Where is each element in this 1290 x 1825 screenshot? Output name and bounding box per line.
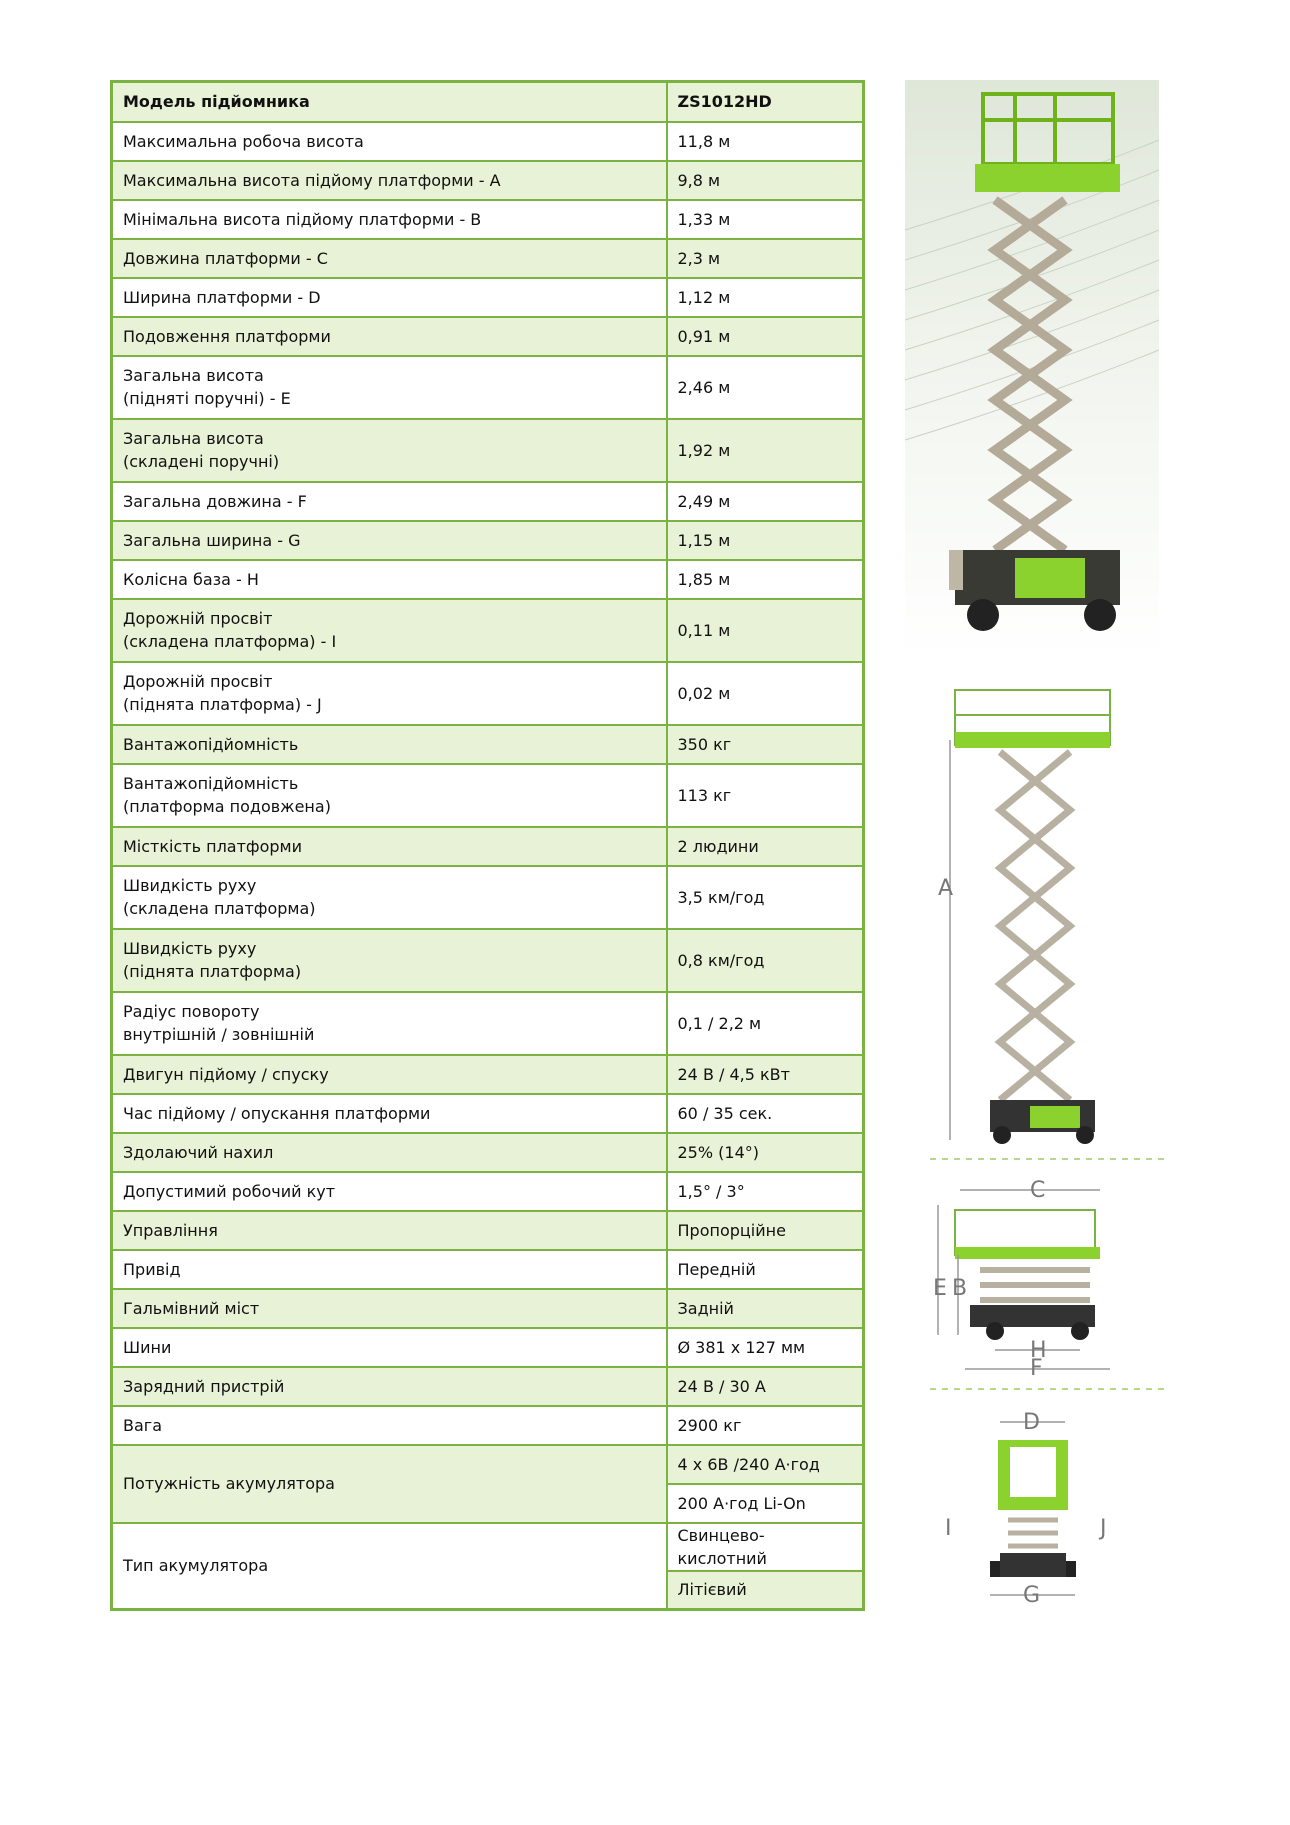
spec-label (112, 1250, 667, 1289)
spec-label (112, 1055, 667, 1094)
spec-label (112, 482, 667, 521)
spec-label-line: Здолаючий нахил (123, 1142, 274, 1162)
spec-value: Літієвий (667, 1571, 864, 1610)
spec-label-line2: (складена платформа) (123, 899, 316, 918)
label-e: E (933, 1276, 947, 1301)
spec-label-line: Управління (123, 1220, 218, 1240)
spec-value: 1,33 м (667, 200, 864, 239)
spec-row (112, 1406, 864, 1445)
spec-value: 1,85 м (667, 560, 864, 599)
spec-row (112, 1172, 864, 1211)
spec-value: Ø 381 x 127 мм (667, 1328, 864, 1367)
spec-label-line: Вантажопідйомність (123, 734, 299, 754)
spec-label-line: Подовження платформи (123, 326, 331, 346)
spec-row (112, 122, 864, 161)
spec-label (112, 356, 667, 419)
spec-label-line: Загальна висота (123, 366, 264, 385)
spec-row (112, 317, 864, 356)
spec-label (112, 521, 667, 560)
spec-row (112, 482, 864, 521)
spec-value: 350 кг (667, 725, 864, 764)
spec-row (112, 929, 864, 992)
spec-value: 25% (14°) (667, 1133, 864, 1172)
spec-row (112, 764, 864, 827)
spec-row (112, 827, 864, 866)
spec-row (112, 1445, 864, 1484)
spec-value: 1,5° / 3° (667, 1172, 864, 1211)
spec-label (112, 866, 667, 929)
spec-row (112, 866, 864, 929)
spec-label-line: Довжина платформи - C (123, 248, 328, 268)
spec-label-line: Шини (123, 1337, 172, 1357)
spec-row (112, 521, 864, 560)
spec-row (112, 1289, 864, 1328)
spec-row (112, 1211, 864, 1250)
spec-label-line2: (складена платформа) - I (123, 632, 337, 651)
spec-value: 9,8 м (667, 161, 864, 200)
spec-value: 1,12 м (667, 278, 864, 317)
spec-row (112, 1094, 864, 1133)
spec-label-line: Дорожній просвіт (123, 672, 273, 691)
label-d: D (1023, 1410, 1040, 1435)
spec-label-line: Ширина платформи - D (123, 287, 321, 307)
spec-value: 0,02 м (667, 662, 864, 725)
spec-label (112, 161, 667, 200)
spec-label-line: Максимальна висота підйому платформи - A (123, 170, 501, 190)
spec-label-line2: (складені поручні) (123, 452, 280, 471)
spec-value: Пропорційне (667, 1211, 864, 1250)
spec-row (112, 725, 864, 764)
spec-label (112, 662, 667, 725)
front-diagram (930, 1385, 1170, 1608)
spec-value: 0,1 / 2,2 м (667, 992, 864, 1055)
spec-label-line: Час підйому / опускання платформи (123, 1103, 431, 1123)
spec-value: 11,8 м (667, 122, 864, 161)
spec-label-line: Допустимий робочий кут (123, 1181, 336, 1201)
spec-label-line: Загальна висота (123, 429, 264, 448)
spec-row (112, 419, 864, 482)
label-f: F (1030, 1356, 1043, 1381)
spec-label: Тип акумулятора (112, 1523, 667, 1610)
spec-label (112, 1367, 667, 1406)
specs-table (110, 80, 865, 1611)
spec-label (112, 599, 667, 662)
spec-value: 60 / 35 сек. (667, 1094, 864, 1133)
header-label: Модель підйомника (112, 82, 667, 122)
spec-label (112, 122, 667, 161)
spec-value: 24 В / 30 А (667, 1367, 864, 1406)
spec-value: 4 x 6В /240 А·год (667, 1445, 864, 1484)
lift-photo (905, 80, 1159, 658)
spec-row (112, 1133, 864, 1172)
spec-row (112, 560, 864, 599)
spec-label-line: Максимальна робоча висота (123, 131, 364, 151)
spec-label-line2: (підняті поручні) - E (123, 389, 291, 408)
spec-value: Задній (667, 1289, 864, 1328)
spec-label-line: Привід (123, 1259, 181, 1279)
spec-value: Свинцево-кислотний (667, 1523, 864, 1571)
spec-value: 2 людини (667, 827, 864, 866)
spec-value: 24 В / 4,5 кВт (667, 1055, 864, 1094)
spec-value: 2,3 м (667, 239, 864, 278)
spec-label (112, 1289, 667, 1328)
spec-label (112, 239, 667, 278)
spec-label (112, 1211, 667, 1250)
spec-label: Потужність акумулятора (112, 1445, 667, 1523)
spec-label-line: Зарядний пристрій (123, 1376, 285, 1396)
spec-label-line2: внутрішній / зовнішній (123, 1025, 315, 1044)
spec-row (112, 1055, 864, 1094)
spec-row (112, 239, 864, 278)
spec-label-line: Дорожній просвіт (123, 609, 273, 628)
spec-label-line: Радіус повороту (123, 1002, 260, 1021)
spec-row (112, 599, 864, 662)
spec-row (112, 662, 864, 725)
spec-label (112, 992, 667, 1055)
label-j: J (1100, 1516, 1107, 1541)
spec-label-line: Вантажопідйомність (123, 774, 299, 793)
spec-value: 2900 кг (667, 1406, 864, 1445)
spec-label (112, 560, 667, 599)
spec-value: 2,49 м (667, 482, 864, 521)
spec-row (112, 1328, 864, 1367)
spec-value: 1,92 м (667, 419, 864, 482)
spec-label (112, 929, 667, 992)
label-g: G (1023, 1583, 1041, 1608)
header-value: ZS1012HD (667, 82, 864, 122)
spec-label-line2: (піднята платформа) - J (123, 695, 322, 714)
spec-row (112, 278, 864, 317)
spec-label (112, 1328, 667, 1367)
raised-side-diagram (940, 680, 1170, 1150)
spec-label (112, 278, 667, 317)
label-i: I (945, 1516, 952, 1541)
spec-label-line2: (піднята платформа) (123, 962, 302, 981)
spec-label (112, 827, 667, 866)
spec-value: 1,15 м (667, 521, 864, 560)
spec-label (112, 200, 667, 239)
label-a: A (938, 876, 954, 901)
spec-label-line: Місткість платформи (123, 836, 303, 856)
spec-label-line: Мінімальна висота підйому платформи - B (123, 209, 482, 229)
spec-label (112, 1172, 667, 1211)
spec-value: 2,46 м (667, 356, 864, 419)
spec-value: 3,5 км/год (667, 866, 864, 929)
spec-value: 0,8 км/год (667, 929, 864, 992)
spec-label-line: Гальмівний міст (123, 1298, 260, 1318)
spec-label-line: Загальна ширина - G (123, 530, 301, 550)
spec-value: 0,91 м (667, 317, 864, 356)
spec-label (112, 1133, 667, 1172)
spec-row (112, 1523, 864, 1571)
spec-value: Передній (667, 1250, 864, 1289)
spec-label (112, 1406, 667, 1445)
spec-row (112, 1250, 864, 1289)
label-c: C (1030, 1178, 1046, 1203)
spec-label (112, 419, 667, 482)
spec-value: 0,11 м (667, 599, 864, 662)
spec-value: 113 кг (667, 764, 864, 827)
spec-label-line2: (платформа подовжена) (123, 797, 331, 816)
spec-row (112, 1367, 864, 1406)
spec-value: 200 А·год Li-On (667, 1484, 864, 1523)
spec-label (112, 1094, 667, 1133)
spec-label-line: Колісна база - H (123, 569, 259, 589)
spec-label (112, 764, 667, 827)
spec-row (112, 161, 864, 200)
spec-row (112, 356, 864, 419)
spec-label (112, 725, 667, 764)
spec-label-line: Загальна довжина - F (123, 491, 307, 511)
folded-side-diagram (930, 1155, 1170, 1381)
spec-label-line: Швидкість руху (123, 876, 257, 895)
spec-row (112, 992, 864, 1055)
spec-label-line: Вага (123, 1415, 162, 1435)
spec-label-line: Швидкість руху (123, 939, 257, 958)
spec-row (112, 200, 864, 239)
spec-label-line: Двигун підйому / спуску (123, 1064, 329, 1084)
spec-label (112, 317, 667, 356)
label-h: H (1030, 1338, 1047, 1363)
label-b: B (952, 1276, 968, 1301)
